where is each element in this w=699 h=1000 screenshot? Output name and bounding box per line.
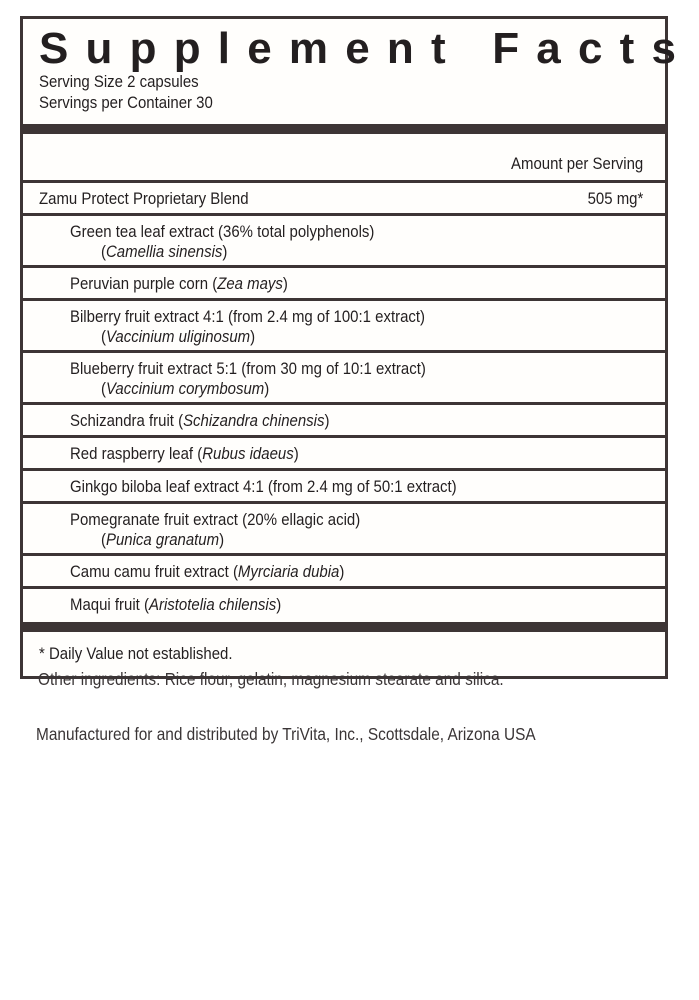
common-name: Camu camu fruit extract (	[70, 562, 238, 581]
servings-per-container	[23, 92, 665, 113]
ingredient-row	[23, 504, 665, 556]
ingredient-scientific-name	[101, 326, 255, 347]
manufacturer-text: Manufactured for and distributed by TriVita, Inc., Scottsdale, Arizona USA	[36, 724, 536, 744]
supplement-facts-panel	[20, 16, 694, 679]
scientific-name: Vaccinium corymbosum	[105, 379, 265, 398]
ingredient-row	[23, 405, 665, 438]
servings-per-container-text: Servings per Container 30	[39, 93, 213, 112]
paren: )	[250, 327, 256, 346]
ingredient-name: Ginkgo biloba leaf extract 4:1 (from 2.4 mg of 50:1 extract)	[70, 477, 457, 496]
ingredient-name	[70, 561, 344, 582]
ingredient-row	[23, 216, 665, 268]
ingredient-name: Pomegranate fruit extract (20% ellagic acid)	[70, 510, 361, 529]
common-name: Maqui fruit (	[70, 595, 149, 614]
ingredient-name: Green tea leaf extract (36% total polyphenols)	[70, 222, 375, 241]
serving-size	[23, 71, 665, 92]
amount-header-text: Amount per Serving	[510, 154, 643, 173]
paren: )	[264, 379, 270, 398]
amount-per-serving-header	[493, 154, 643, 174]
common-name: Red raspberry leaf (	[70, 444, 203, 463]
blend-name: Zamu Protect Proprietary Blend	[39, 189, 249, 208]
common-name: Schizandra fruit (	[70, 411, 184, 430]
ingredient-name	[70, 273, 288, 294]
ingredient-name	[70, 594, 281, 615]
ingredient-name: Blueberry fruit extract 5:1 (from 30 mg of 10:1 extract)	[70, 359, 426, 378]
ingredient-row	[23, 556, 665, 589]
scientific-name: Zea mays	[217, 274, 283, 293]
scientific-name: Aristotelia chilensis	[148, 595, 277, 614]
paren: )	[324, 411, 330, 430]
paren: (	[101, 530, 106, 549]
blend-row	[23, 183, 665, 216]
ingredient-name: Bilberry fruit extract 4:1 (from 2.4 mg of 100:1 extract)	[70, 307, 426, 326]
panel-title: Supplement Facts	[39, 24, 694, 73]
ingredient-name	[70, 443, 299, 464]
other-ingredients-text: Other ingredients: Rice flour, gelatin, magnesium stearate and silica.	[38, 669, 504, 689]
ingredient-row	[23, 268, 665, 301]
scientific-name: Schizandra chinensis	[183, 411, 325, 430]
paren: )	[339, 562, 345, 581]
ingredient-row	[23, 471, 665, 504]
paren: )	[282, 274, 288, 293]
ingredient-row	[23, 353, 665, 405]
thick-divider	[23, 622, 665, 632]
panel-header	[23, 19, 694, 124]
scientific-name: Vaccinium uliginosum	[105, 327, 251, 346]
other-ingredients	[38, 669, 567, 690]
paren: (	[101, 242, 106, 261]
paren: (	[101, 327, 106, 346]
paren: )	[293, 444, 299, 463]
scientific-name: Camellia sinensis	[105, 242, 223, 261]
paren: (	[101, 379, 106, 398]
ingredient-scientific-name	[101, 378, 269, 399]
paren: )	[219, 530, 225, 549]
daily-value-footnote: * Daily Value not established.	[39, 644, 233, 663]
ingredient-row	[23, 438, 665, 471]
paren: )	[276, 595, 282, 614]
blend-amount	[580, 188, 643, 209]
paren: )	[222, 242, 228, 261]
serving-size-text: Serving Size 2 capsules	[39, 72, 199, 91]
blend-amount-text: 505 mg*	[587, 189, 643, 208]
manufacturer-statement	[36, 724, 604, 745]
ingredient-scientific-name	[101, 529, 224, 550]
ingredient-row	[23, 301, 665, 353]
amount-header-row	[23, 134, 665, 183]
scientific-name: Punica granatum	[105, 530, 220, 549]
scientific-name: Rubus idaeus	[202, 444, 294, 463]
scientific-name: Myrciaria dubia	[237, 562, 340, 581]
ingredient-name	[70, 410, 329, 431]
thick-divider	[23, 124, 665, 134]
common-name: Peruvian purple corn (	[70, 274, 218, 293]
ingredient-scientific-name	[101, 241, 227, 262]
ingredient-row	[23, 589, 665, 622]
